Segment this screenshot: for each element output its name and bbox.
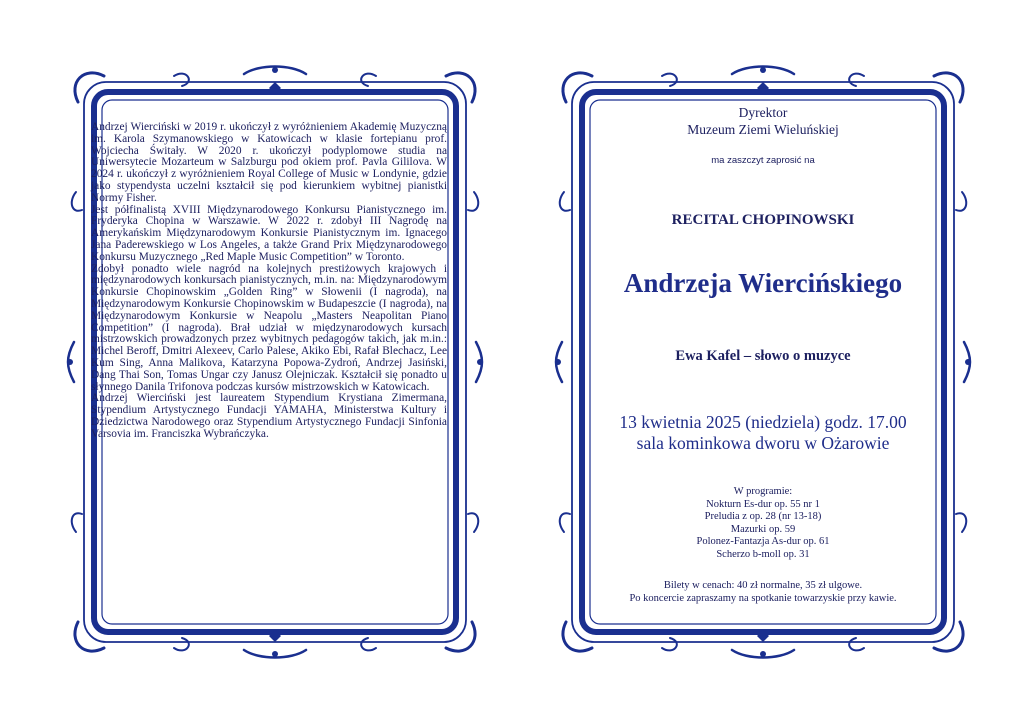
event-venue: sala kominkowa dworu w Ożarowie bbox=[636, 433, 890, 453]
bio-paragraph: Jest półfinalistą XVIII Międzynarodowego Konkursu Pianistycznego im. Fryderyka Chopina w Warszawie. W 2022 r. zdobył III Nagrodę na Amerykańskim Międzynarodowym Konkursie Pianistycznym im. Ignacego Jana Paderewskiego w Los Angeles, a także Grand Prix Międzynarodowego Konkursu Muzycznego „Red Maple Music Competition” w Toronto. bbox=[91, 203, 447, 263]
program-item: Polonez-Fantazja As-dur op. 61 bbox=[696, 536, 830, 548]
program-list bbox=[592, 486, 934, 562]
host-line: Dyrektor bbox=[738, 105, 788, 120]
biography-text bbox=[91, 122, 447, 441]
program-item: Nokturn Es-dur op. 55 nr 1 bbox=[706, 498, 820, 510]
program-item: Preludia z op. 28 (nr 13-18) bbox=[704, 511, 822, 523]
host-institution: Muzeum Ziemi Wieluńskiej bbox=[687, 122, 839, 137]
after-concert-note: Po koncercie zapraszamy na spotkanie towarzyskie przy kawie. bbox=[629, 593, 897, 604]
bio-paragraph: Andrzej Wierciński jest laureatem Stypendium Krystiana Zimermana, Stypendium Artystycznego Fundacji YAMAHA, Ministerstwa Kultury i Dziedzictwa Narodowego oraz Stypendium Artystycznego Fundacji Sinfonia Varsovia im. Franciszka Wybrańczyka. bbox=[91, 392, 447, 440]
bio-paragraph: Zdobył ponadto wiele nagród na kolejnych prestiżowych krajowych i międzynarodowych konkursach pianistycznych, m.in. na: Międzynarodowym Konkursie Chopinowskim „Golden Ring” w Słowenii (I nagroda), na Międzynarodowym Konkursie Chopinowskim w Budapeszcie (I nagroda), na Międzynarodowym Konkursie w Neapolu „Masters Neapolitan Piano Competition” (I nagroda). Brał udział w międzynarodowych kursach mistrzowskich prowadzonych przez wybitnych pedagogów takich, jak m.in.: Michel Beroff, Dmitri Alexeev, Carlo Palese, Akiko Ebi, Rafał Blechacz, Lee Kum Sing, Anna Malikova, Katarzyna Popowa-Zydroń, Andrzej Jasiński, Dang Thai Son, Tomas Ungar czy Janusz Olejniczak. Kształcił się ponadto u słynnego Danila Trifonova podczas kursów mistrzowskich w Katowicach. bbox=[91, 262, 447, 393]
event-datetime: 13 kwietnia 2025 (niedziela) godz. 17.00 bbox=[619, 412, 907, 432]
ticket-info: Bilety w cenach: 40 zł normalne, 35 zł ulgowe. bbox=[663, 580, 863, 591]
program-item: Scherzo b-moll op. 31 bbox=[716, 548, 810, 560]
intro-text: ma zaszczyt zaprosić na bbox=[711, 155, 815, 166]
performer-name: Andrzeja Wiercińskiego bbox=[623, 268, 903, 298]
bio-paragraph: Andrzej Wierciński w 2019 r. ukończył z wyróżnieniem Akademię Muzyczną im. Karola Szymanowskiego w Katowicach w klasie fortepianu prof. Wojciecha Świtały. W 2020 r. ukończył podyplomowe studia na Uniwersytecie Mozarteum w Salzburgu pod okiem prof. Pavla Gililova. W 2024 r. ukończył z wyróżnieniem Royal College of Music w Londynie, gdzie jako stypendysta uczelni kształcił się pod kierunkiem wybitnej pianistki Normy Fisher. bbox=[91, 121, 447, 204]
commentary: Ewa Kafel – słowo o muzyce bbox=[675, 348, 851, 364]
program-item: Mazurki op. 59 bbox=[730, 523, 796, 535]
program-heading: W programie: bbox=[733, 486, 793, 497]
event-title: RECITAL CHOPINOWSKI bbox=[671, 212, 855, 228]
biography-card bbox=[64, 62, 486, 662]
invitation-card bbox=[552, 62, 974, 662]
